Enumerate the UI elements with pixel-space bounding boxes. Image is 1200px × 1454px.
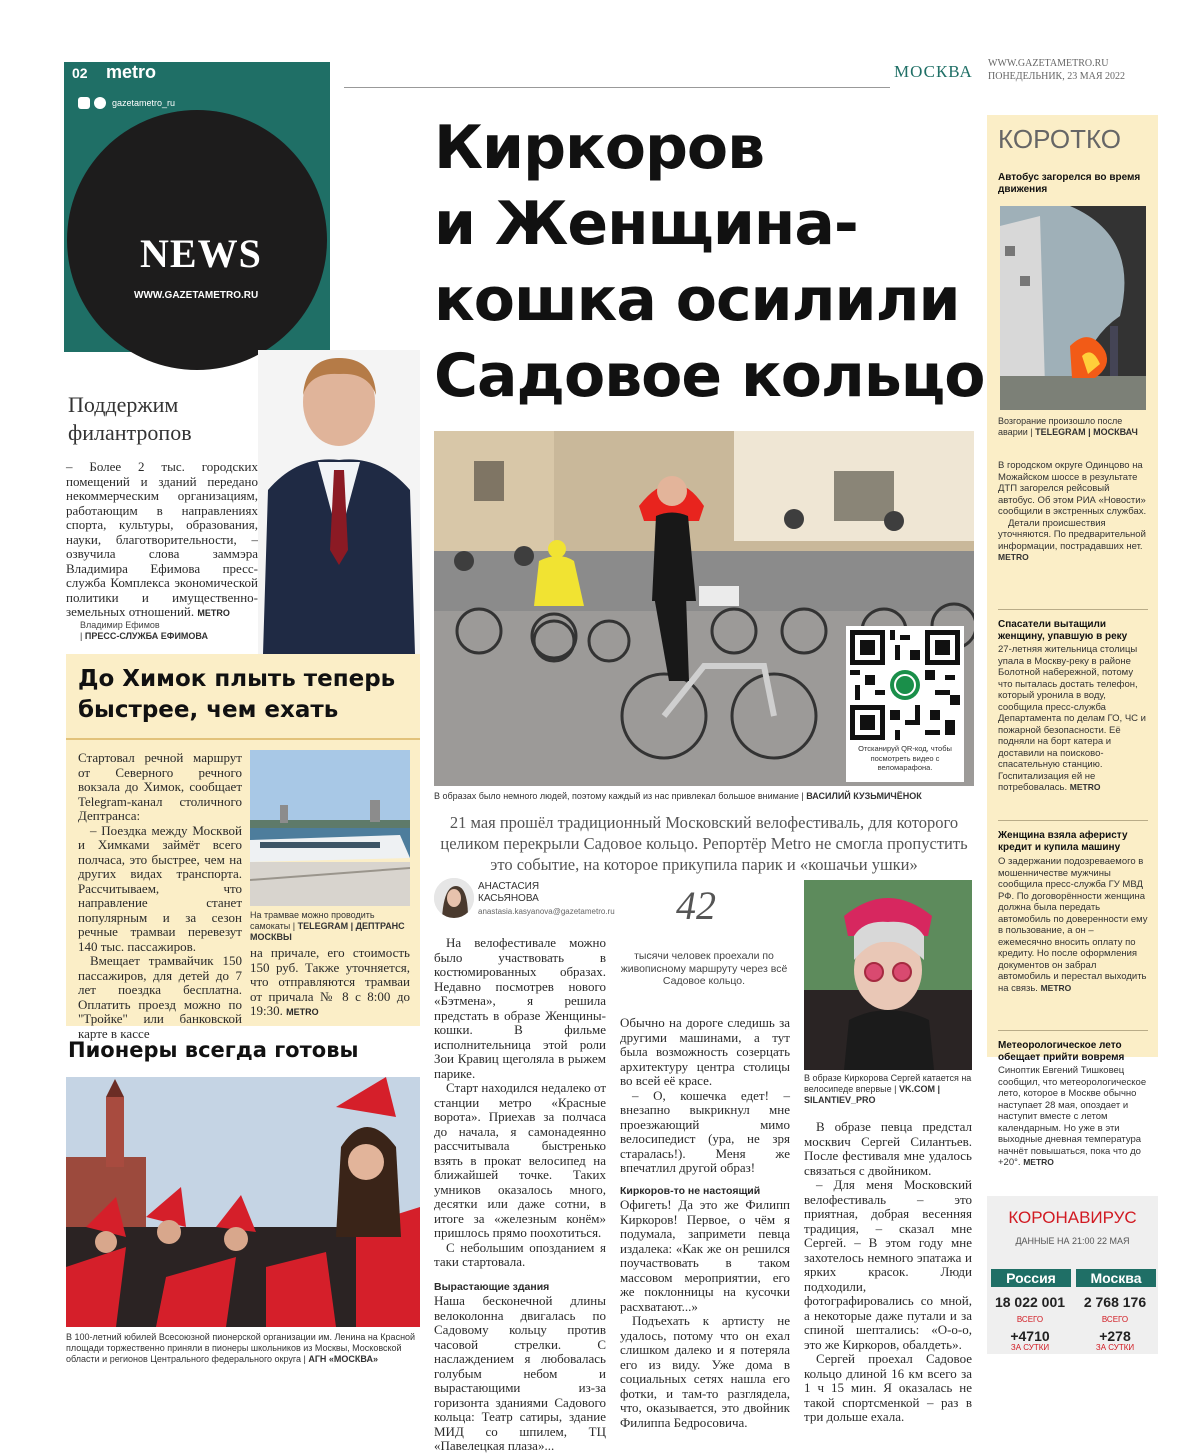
brief-1-headline: Автобус загорелся во время движения [998,172,1141,195]
brief-3-headline: Женщина взяла аферисту кредит и купила машину [998,830,1128,853]
covid-russia-day: +4710 [1010,1328,1050,1344]
subhead-buildings: Вырастающие здания [434,1280,550,1293]
covid-russia-total-label: ВСЕГО [1016,1315,1044,1324]
author-avatar [434,878,474,918]
covid-moscow-day-label: ЗА СУТКИ [1095,1343,1135,1352]
news-url: WWW.GAZETAMETRO.RU [134,290,259,301]
lead: 21 мая прошёл традиционный Московский велофестиваль, для которого целиком перекрыли Садовое кольцо. Репортёр Metro не смогла пропустить это событие, на которое прикупила парик и «кошачьи ушки» [440,813,968,874]
page-number: 02 [72,65,88,81]
kirkorov-caption: В образе Киркорова Сергей катается на велосипеде впервые | VK.COM | SILANTIEV_PRO [804,1073,972,1105]
stat-number: 42 [676,883,716,928]
brief-2-headline: Спасатели вытащили женщину, упавшую в реку [998,619,1128,642]
khimki-col2: на причале, его стоимость 150 руб. Также уточняется, что отправляются трамваи от причала № 8 с 8:00 до 19:30. METRO [250,945,410,1018]
philanthropy-title-2: филантропов [68,420,192,445]
stat-text: тысячи человек проехали по живописному маршруту через всё Садовое кольцо. [620,950,788,987]
sidebar-title: КОРОТКО [998,124,1122,154]
news-label: NEWS [140,231,262,276]
divider [998,820,1148,821]
headline-line-3: кошка осилили [434,265,960,335]
covid-moscow-total-label: ВСЕГО [1101,1315,1129,1324]
bus-fire-photo [1000,206,1146,410]
brief-4-body: Синоптик Евгений Тишковец сообщил, что метеорологическое лето, которое в Москве обычно наступает 28 мая, опоздает и наступит вместе с летом календарным. Но уже в эти выходные дневная температура начнёт повышаться, пока что до +20°. METRO [998,1065,1147,1168]
headline-line-4: Садовое кольцо [434,341,985,411]
article-col-3: В образе певца предстал москвич Сергей Силантьев. После фестиваля мне удалось связаться с двойником. – Для меня Московский велофестиваль – это приятная, добрая весенняя традиция, – сказал мне Сергей. – В этом году мне захотелось немного эпатажа и ярких красок. Люди подходили, фотографировались со мной, а некоторые даже путали и за спиной шептались: «О-о-о, это же Киркоров, обалдеть». Сергей проехал Садовое кольцо длиной 16 км всего за 1 ч 15 мин. Я оказалась не такой спортсменкой – раз в три дольше ехала. [804,1119,972,1424]
brief-4-headline: Метеорологическое лето обещает прийти вовремя [998,1040,1125,1063]
article-col-2: Обычно на дороге следишь за другими машинами, а тут была возможность созерцать архитектуру центра столицы во всей её красе. – О, кошечка едет! – внезапно выкрикнул мне проезжающий мимо велосипедист (ура, не зря старалась!). Меня же впечатлил другой образ! Киркоров-то не настоящий Офигеть! Да это же Филипп Киркоров! Первое, о чём я подумала, запримети певца издалека: «Как же он решился поучаствовать в таком массовом мероприятии, его же поклонницы на кусочки расхватают...» Подъехать к артисту не удалось, потому что он ехал слишком далеко и я потеряла его из виду. Уже дома в социальных сетях нашла его фотки, и там-то разглядела, что, оказывается, это двойник Филиппа Бедросовича. [620,1015,790,1430]
qr-code[interactable] [850,630,960,740]
philanthropy-body: – Более 2 тыс. городских помещений и зданий передано некоммерческим организациям, работающим в направлениях спорта, культуры, образования, науки, благотворительности, – озвучила слова заммэра Владимира Ефимова пресс-служба Комплекса экономической политики и имущественно-земельных отношений. METRO [66,459,258,619]
metro-logo: metro [106,62,157,82]
khimki-col1: Стартовал речной маршрут от Северного речного вокзала до Химок, сообщает Telegram-канал столичного Дептранса: – Поездка между Москвой и Химками займёт всего полчаса, это быстрее, чем на других видах транспорта. Рассчитываем, что направление станет популярным и за сезон речные трамваи перевезут 140 тыс. пассажиров. Вмещает трамвайчик 150 пассажиров, для детей до 7 лет поездка бесплатна. Оплатить проезд можно по "Тройке" или банковской карте в кассе [78,750,242,1041]
headline-line-2: и Женщина- [434,189,858,259]
author-email[interactable]: anastasia.kasyanova@gazetametro.ru [478,907,615,916]
author-first: АНАСТАСИЯ [478,881,540,892]
efimov-photo [258,350,420,654]
date-label: ПОНЕДЕЛЬНИК, 23 МАЯ 2022 [988,71,1125,82]
pioneers-photo [66,1077,420,1327]
header-rule [344,87,890,88]
covid-russia-total: 18 022 001 [994,1294,1066,1310]
kirkorov-double-photo [804,880,972,1070]
pioneers-title: Пионеры всегда готовы [68,1038,359,1062]
khimki-rule [66,738,420,740]
river-tram-caption: На трамвае можно проводить самокаты | TELEGRAM | ДЕПТРАНС МОСКВЫ [250,910,405,942]
covid-russia-label: Россия [991,1269,1071,1287]
efimov-credit: | ПРЕСС-СЛУЖБА ЕФИМОВА [80,631,208,641]
river-tram-photo [250,750,410,906]
qr-text: Отсканируй QR-код, чтобы посмотреть видео с веломарафона. [858,744,952,772]
author-last: КАСЬЯНОВА [478,893,539,904]
telegram-icon [94,97,106,109]
social-handle: gazetametro_ru [112,98,176,108]
brief-1-caption: Возгорание произошло после аварии | TELEGRAM | МОСКВАЧ [998,416,1138,437]
main-photo-caption: В образах было немного людей, поэтому каждый из нас привлекал большое внимание | ВАСИЛИЙ КУЗЬМИЧЁНОК [434,791,922,801]
efimov-name: Владимир Ефимов [80,620,160,630]
brief-2-body: 27-летняя жительница столицы упала в Москву-реку в районе Болотной набережной, потому что пыталась достать телефон, который уронила в воду, сообщила пресс-служба Департамента по делам ГО, ЧС и пожарной безопасности. Её подняли на борт катера и доставили на поисково-спасательную станцию. Госпитализация ей не потребовалась. METRO [998,644,1146,793]
covid-moscow-label: Москва [1076,1269,1156,1287]
article-col-1: На велофестивале можно было участвовать в костюмированных образах. Недавно посмотрев нового «Бэтмена», я решила предстать в образе Женщины-кошки. В фильме исполнительница этой роли Зои Кравиц щеголяла в рыжем парике. Старт находился недалеко от станции метро «Красные ворота». Приехав за полчаса до начала, я самонадеянно рассчитывала быстренько взять в прокат велосипед на ближайшей точке. Таких умников оказалось много, десятки или даже сотни, в итоге за «железным конём» пришлось прямо поохотиться. С небольшим опозданием я таки стартовала. Вырастающие здания Наша бесконечной длины велоколонна двигалась по Садовому кольцу против часовой стрелки. С наслаждением я любовалась голубым небом и вырастающими из-за горизонта зданиями Садового кольца: Театр сатиры, здание МИД со шпилем, ТЦ «Павелецкая плаза»... [434,935,607,1453]
headline [434,110,985,414]
covid-moscow-total: 2 768 176 [1083,1294,1147,1310]
divider [998,609,1148,610]
covid-russia-day-label: ЗА СУТКИ [1010,1343,1050,1352]
brief-3-body: О задержании подозреваемого в мошенничестве мужчины сообщила пресс-служба ГУ МВД РФ. По договорённости женщина должна была передать автомобиль по доверенности ему в пользование, а он – ежемесячно вносить оплату по кредиту. Но после оформления документов он забрал автомобиль и перестал выходить на связь. METRO [998,856,1148,994]
brief-1-body: В городском округе Одинцово на Можайском шоссе в результате ДТП загорелся рейсовый автобус. Об этом РИА «Новости» сообщили в экстренных службах. Детали происшествия уточняются. По предварительной информации, пострадавших нет. METRO [998,460,1147,562]
covid-moscow-day: +278 [1099,1328,1131,1344]
covid-title: КОРОНАВИРУС [1008,1208,1137,1227]
khimki-title-2: быстрее, чем ехать [78,697,339,723]
divider [998,1030,1148,1031]
subhead-kirkorov: Киркоров-то не настоящий [620,1184,761,1197]
philanthropy-title-1: Поддержим [68,392,179,417]
pioneers-caption: В 100-летний юбилей Всесоюзной пионерской организации им. Ленина на Красной площади торжественно приняли в пионеры школьников из Москвы, Московской области и регионов Центрального федерального округа | АГН «МОСКВА» [66,1332,416,1364]
covid-subtitle: ДАННЫЕ НА 21:00 22 МАЯ [1015,1236,1130,1246]
headline-line-1: Киркоров [434,113,765,183]
khimki-title-1: До Химок плыть теперь [78,666,396,692]
city-label: МОСКВА [894,62,973,81]
vk-icon [78,97,90,109]
site-label: WWW.GAZETAMETRO.RU [988,58,1109,69]
